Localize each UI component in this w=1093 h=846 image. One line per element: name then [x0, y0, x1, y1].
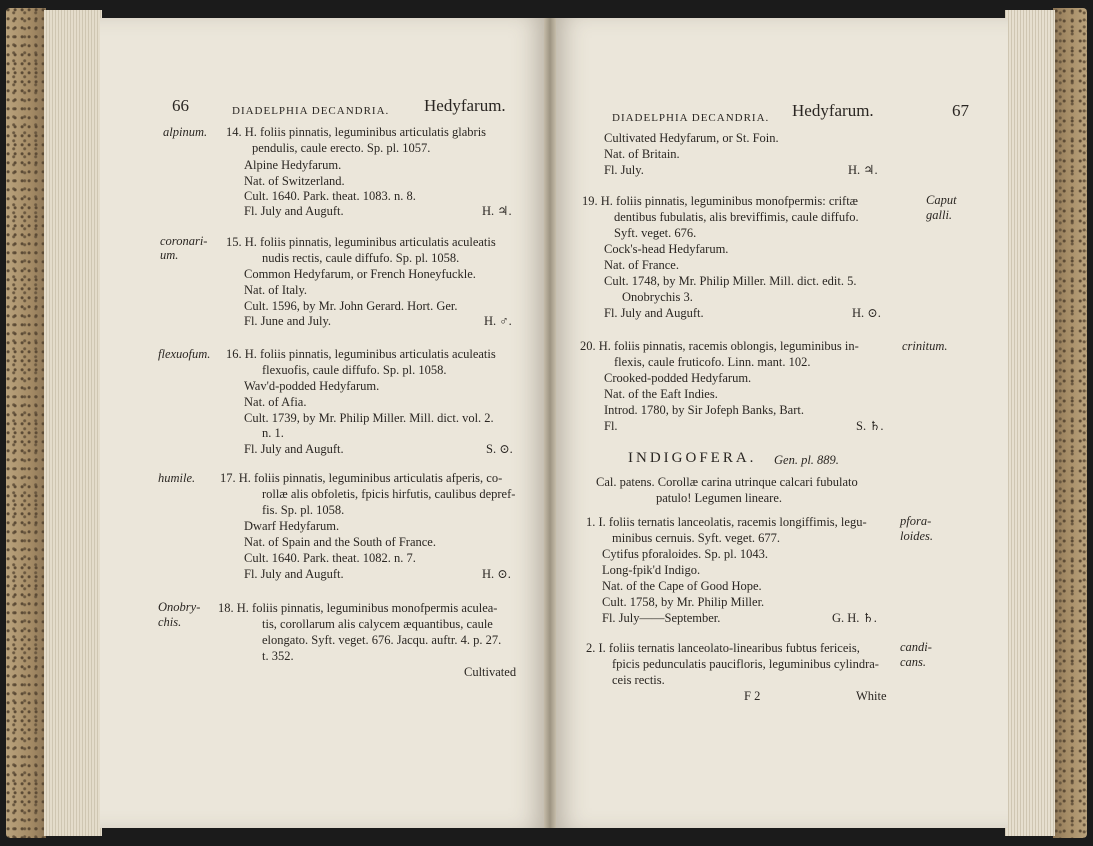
- entry-line: Syft. veget. 676.: [614, 226, 697, 240]
- entry-line: Cult. 1748, by Mr. Philip Miller. Mill. dict. edit. 5.: [604, 274, 857, 288]
- entry-line: Cock's-head Hedyfarum.: [604, 242, 729, 256]
- entry-line: Common Hedyfarum, or French Honeyfuckle.: [244, 267, 476, 281]
- entry-line: elongato. Syft. veget. 676. Jacqu. auftr. 4. p. 27.: [262, 633, 502, 647]
- entry-line: 16. H. foliis pinnatis, leguminibus articulatis aculeatis: [226, 347, 496, 361]
- page-stack-left: [44, 10, 102, 836]
- entry-line: Nat. of the Cape of Good Hope.: [602, 579, 762, 593]
- margin-label-psoraloides: pfora- loides.: [900, 514, 933, 543]
- signature-mark: F 2: [744, 689, 761, 703]
- book-edge-left: [6, 8, 46, 838]
- entry-line: Cult. 1739, by Mr. Philip Miller. Mill. dict. vol. 2.: [244, 411, 494, 425]
- entry-line: Nat. of France.: [604, 258, 679, 272]
- entry-line: 1. I. foliis ternatis lanceolatis, racemis longiffimis, legu-: [586, 515, 867, 529]
- margin-label-caput-galli: Caput galli.: [926, 193, 957, 222]
- hardiness-mark: G. H. ♄.: [832, 611, 877, 625]
- entry-line: nudis rectis, caule diffufo. Sp. pl. 1058.: [262, 251, 460, 265]
- hardiness-mark: S. ♄.: [856, 419, 884, 433]
- entry-line: Fl. July and Auguft.: [244, 204, 344, 218]
- entry-line: Alpine Hedyfarum.: [244, 158, 342, 172]
- left-folio: 66: [172, 96, 189, 115]
- right-catchword: White: [856, 689, 887, 703]
- hardiness-mark: H. ♃.: [482, 204, 512, 218]
- entry-line: 17. H. foliis pinnatis, leguminibus articulatis afperis, co-: [220, 471, 503, 485]
- entry-line: Cult. 1640. Park. theat. 1083. n. 8.: [244, 189, 416, 203]
- entry-line: 19. H. foliis pinnatis, leguminibus monofpermis: criftæ: [582, 194, 859, 208]
- entry-line: Fl. July——September.: [602, 611, 721, 625]
- entry-line: Nat. of the Eaft Indies.: [604, 387, 718, 401]
- continuation-line: Fl. July.: [604, 163, 644, 177]
- entry-line: flexuofis, caule diffufo. Sp. pl. 1058.: [262, 363, 447, 377]
- entry-line: Cult. 1596, by Mr. John Gerard. Hort. Ger.: [244, 299, 458, 313]
- entry-line: fpicis pedunculatis paucifloris, leguminibus cylindra-: [612, 657, 879, 671]
- margin-label-crinitum: crinitum.: [902, 339, 948, 353]
- right-folio: 67: [952, 101, 969, 120]
- entry-line: ceis rectis.: [612, 673, 665, 687]
- entry-line: Cult. 1640. Park. theat. 1082. n. 7.: [244, 551, 416, 565]
- entry-line: 15. H. foliis pinnatis, leguminibus articulatis aculeatis: [226, 235, 496, 249]
- genus-heading: INDIGOFERA.: [628, 450, 757, 466]
- left-running-head: DIADELPHIA DECANDRIA.: [232, 105, 390, 117]
- entry-line: Nat. of Afia.: [244, 395, 307, 409]
- entry-line: tis, corollarum alis calycem æquantibus, caule: [262, 617, 493, 631]
- right-running-head: DIADELPHIA DECANDRIA.: [612, 112, 770, 124]
- entry-line: Fl.: [604, 419, 618, 433]
- genus-description-line: patulo! Legumen lineare.: [656, 491, 782, 505]
- entry-line: Nat. of Spain and the South of France.: [244, 535, 436, 549]
- entry-line: Fl. July and Auguft.: [604, 306, 704, 320]
- entry-line: Wav'd-podded Hedyfarum.: [244, 379, 380, 393]
- left-running-genus: Hedyfarum.: [424, 96, 506, 115]
- margin-label-alpinum: alpinum.: [163, 125, 208, 139]
- entry-line: t. 352.: [262, 649, 294, 663]
- continuation-line: Nat. of Britain.: [604, 147, 680, 161]
- hardiness-mark: S. ⊙.: [486, 442, 513, 456]
- entry-line: Crooked-podded Hedyfarum.: [604, 371, 752, 385]
- entry-line: Onobrychis 3.: [622, 290, 693, 304]
- entry-line: fis. Sp. pl. 1058.: [262, 503, 345, 517]
- entry-line: 2. I. foliis ternatis lanceolato-linearibus fubtus fericeis,: [586, 641, 860, 655]
- margin-label-onobrychis: Onobry- chis.: [158, 600, 201, 629]
- entry-line: dentibus fubulatis, alis breviffimis, caule diffufo.: [614, 210, 859, 224]
- book-edge-right: [1053, 8, 1087, 838]
- entry-line: Introd. 1780, by Sir Jofeph Banks, Bart.: [604, 403, 804, 417]
- left-catchword: Cultivated: [464, 665, 517, 679]
- entry-line: Cytifus pforaloides. Sp. pl. 1043.: [602, 547, 768, 561]
- genus-reference: Gen. pl. 889.: [774, 453, 839, 467]
- entry-line: 14. H. foliis pinnatis, leguminibus articulatis glabris: [226, 125, 487, 139]
- hardiness-mark: H. ⊙.: [852, 306, 881, 320]
- entry-line: pendulis, caule erecto. Sp. pl. 1057.: [252, 141, 431, 155]
- book-gutter: [544, 18, 556, 828]
- continuation-line: Cultivated Hedyfarum, or St. Foin.: [604, 131, 779, 145]
- hardiness-mark: H. ♂.: [484, 314, 512, 328]
- hardiness-mark: H. ⊙.: [482, 567, 511, 581]
- margin-label-candicans: candi- cans.: [900, 640, 932, 669]
- entry-line: Long-fpik'd Indigo.: [602, 563, 701, 577]
- entry-line: rollæ alis obfoletis, fpicis hirfutis, caulibus depref-: [262, 487, 516, 501]
- margin-label-coronarium: coronari- um.: [160, 234, 208, 262]
- genus-description-line: Cal. patens. Corollæ carina utrinque calcari fubulato: [596, 475, 858, 489]
- entry-line: Nat. of Switzerland.: [244, 174, 345, 188]
- entry-line: minibus cernuis. Syft. veget. 677.: [612, 531, 781, 545]
- page-stack-right: [1005, 10, 1055, 836]
- entry-line: 20. H. foliis pinnatis, racemis oblongis, leguminibus in-: [580, 339, 859, 353]
- entry-line: Fl. June and July.: [244, 314, 332, 328]
- margin-label-humile: humile.: [158, 471, 196, 485]
- hardiness-mark: H. ♃.: [848, 163, 878, 177]
- entry-line: Cult. 1758, by Mr. Philip Miller.: [602, 595, 765, 609]
- entry-line: 18. H. foliis pinnatis, leguminibus monofpermis aculea-: [218, 601, 498, 615]
- right-running-genus: Hedyfarum.: [792, 101, 874, 120]
- entry-line: n. 1.: [262, 426, 284, 440]
- entry-line: Nat. of Italy.: [244, 283, 308, 297]
- entry-line: flexis, caule fruticofo. Linn. mant. 102.: [614, 355, 811, 369]
- entry-line: Dwarf Hedyfarum.: [244, 519, 340, 533]
- margin-label-flexuosum: flexuofum.: [158, 347, 211, 361]
- entry-line: Fl. July and Auguft.: [244, 567, 344, 581]
- entry-line: Fl. July and Auguft.: [244, 442, 344, 456]
